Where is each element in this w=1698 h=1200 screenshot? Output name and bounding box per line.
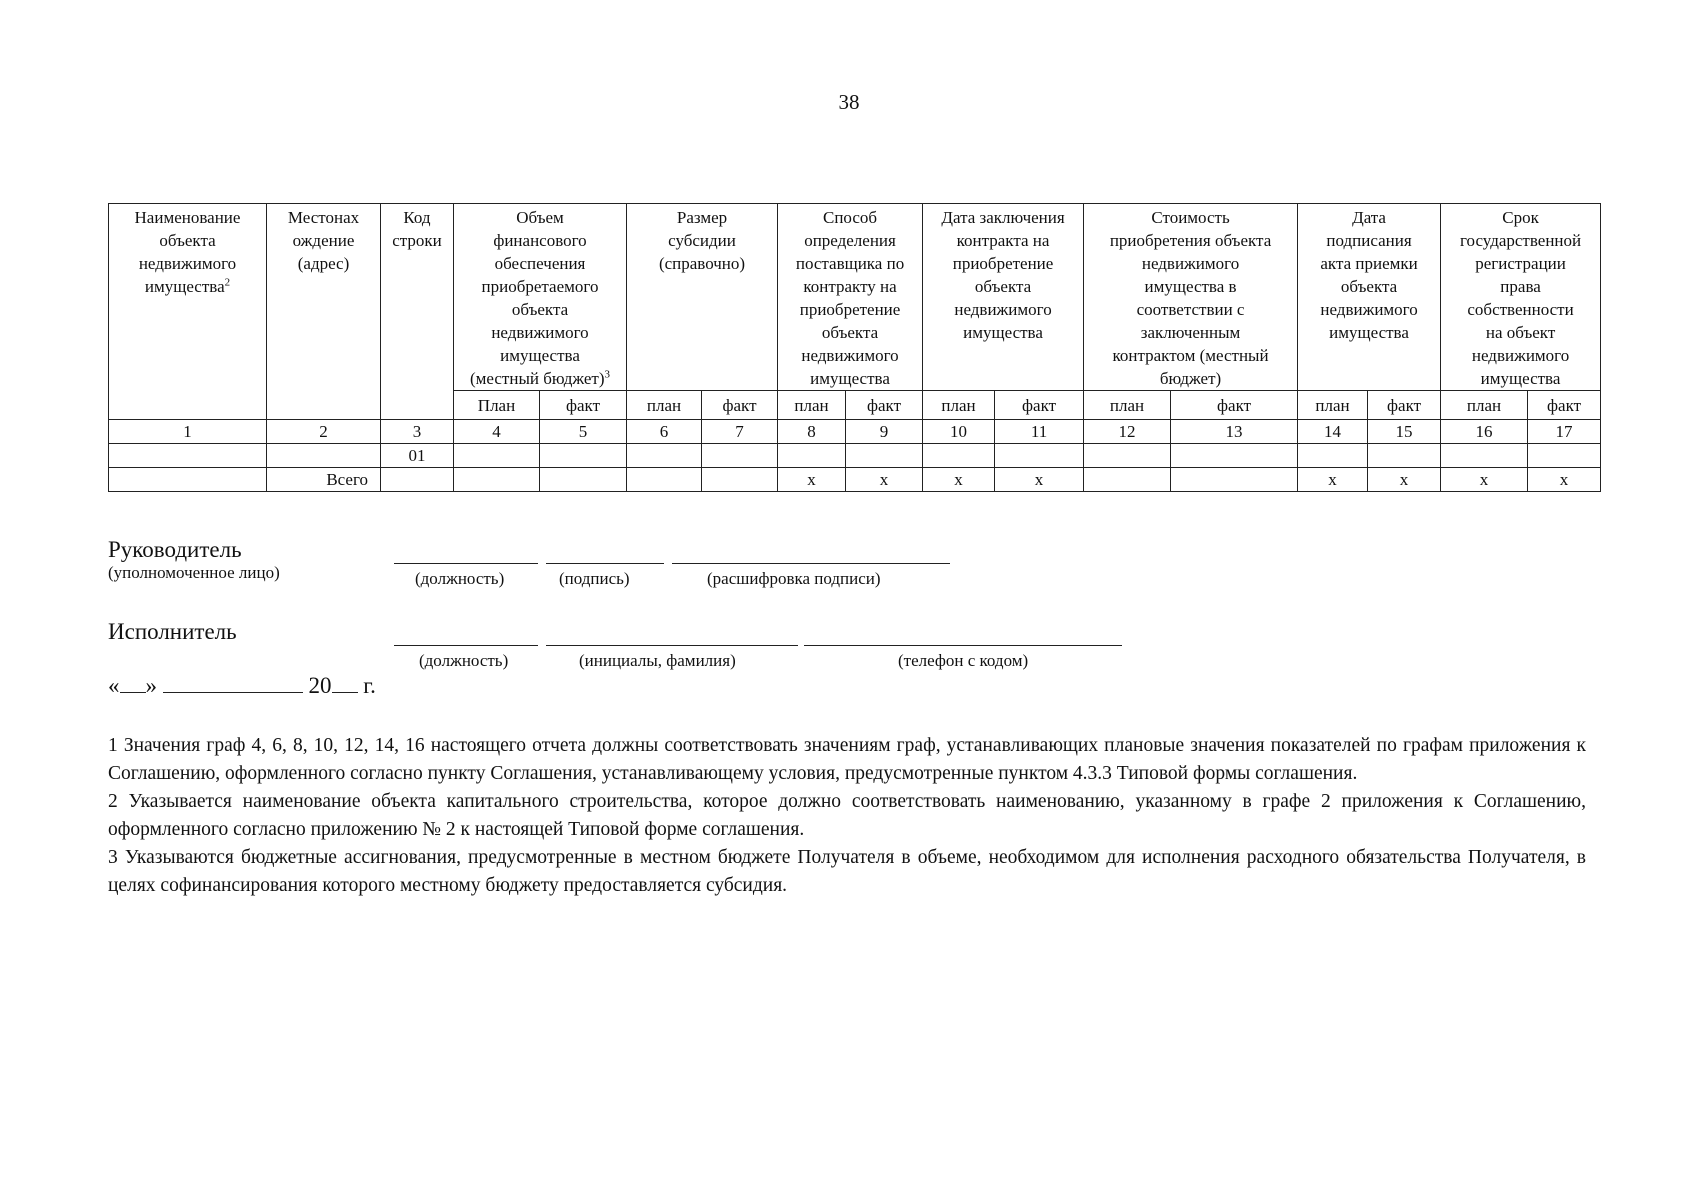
subheader-fact: факт — [1368, 391, 1441, 420]
x-mark-cell: x — [1298, 468, 1368, 492]
x-mark-cell: x — [778, 468, 846, 492]
column-number: 1 — [109, 420, 267, 444]
table-cell — [540, 444, 627, 468]
table-cell — [109, 468, 267, 492]
header-line: приобретение — [799, 300, 901, 319]
header-line: объекта — [1340, 277, 1398, 296]
executor-position-line — [394, 645, 538, 646]
column-number: 7 — [702, 420, 778, 444]
column-number: 3 — [381, 420, 454, 444]
head-subtitle: (уполномоченное лицо) — [108, 563, 280, 582]
header-line: приобретения объекта — [1109, 231, 1272, 250]
table-cell — [627, 444, 702, 468]
x-mark-cell: x — [846, 468, 923, 492]
column-number: 15 — [1368, 420, 1441, 444]
footnote-2: 2 Указывается наименование объекта капитального строительства, которое должно соответствовать наименованию, указанному в графе 2 приложения к Соглашению, оформленного согласно приложению № 2 к настоящей Типовой форме соглашения. — [108, 791, 1586, 840]
column-number: 4 — [454, 420, 540, 444]
subheader-plan: План — [454, 391, 540, 420]
column-number: 11 — [995, 420, 1084, 444]
table-cell — [1171, 468, 1298, 492]
subheader-fact: факт — [846, 391, 923, 420]
subheader-plan: план — [1084, 391, 1171, 420]
header-line: имущества в — [1144, 277, 1237, 296]
table-cell — [923, 444, 995, 468]
header-line: Срок — [1502, 208, 1539, 227]
year-prefix: 20 — [308, 673, 332, 698]
table-cell — [778, 444, 846, 468]
subheader-plan: план — [1441, 391, 1528, 420]
table-cell — [1084, 468, 1171, 492]
footnote-1: 1 Значения граф 4, 6, 8, 10, 12, 14, 16 настоящего отчета должны соответствовать значениям граф, устанавливающих плановые значения показателей по графам приложения к Соглашению, оформленного согласно пункту Соглашения, устанавливающему условия, предусмотренные пунктом 4.3.3 Типовой формы соглашения. — [108, 735, 1586, 784]
subheader-plan: план — [923, 391, 995, 420]
header-line: Дата заключения — [941, 208, 1065, 227]
header-subsidy-size — [627, 204, 778, 391]
subheader-fact: факт — [1171, 391, 1298, 420]
table-cell — [1441, 444, 1528, 468]
column-number: 10 — [923, 420, 995, 444]
table-cell — [109, 444, 267, 468]
header-line: контракту на — [803, 277, 897, 296]
table-cell — [846, 444, 923, 468]
table-cell — [381, 468, 454, 492]
table-cell — [267, 444, 381, 468]
header-line: недвижимого — [954, 300, 1052, 319]
table-cell — [1171, 444, 1298, 468]
header-line: Местонах — [287, 208, 360, 227]
header-contract-date — [923, 204, 1084, 391]
footnote-3: 3 Указываются бюджетные ассигнования, предусмотренные в местном бюджете Получателя в объеме, необходимом для исполнения расходного обязательства Получателя, в целях софинансирования которого местному бюджету предоставляется субсидия. — [108, 847, 1586, 896]
header-registration-term — [1441, 204, 1601, 391]
header-line: (местный бюджет) — [469, 369, 605, 388]
header-line: имущества — [963, 323, 1043, 342]
column-number: 2 — [267, 420, 381, 444]
header-line: контракта на — [956, 231, 1050, 250]
header-line: права — [1500, 277, 1541, 296]
header-line: имущества — [1480, 369, 1561, 388]
header-line: регистрации — [1475, 254, 1566, 273]
header-line: ождение — [292, 231, 355, 250]
header-line: строки — [392, 231, 442, 250]
header-line: (справочно) — [658, 254, 746, 273]
table-cell — [995, 444, 1084, 468]
header-line: определения — [804, 231, 896, 250]
row-code-cell: 01 — [381, 444, 454, 468]
table-cell — [702, 468, 778, 492]
head-caption-position: (должность) — [415, 569, 505, 588]
header-line: на объект — [1485, 323, 1556, 342]
header-line: государственной — [1459, 231, 1582, 250]
header-line: бюджет) — [1159, 369, 1222, 388]
executor-phone-line — [804, 645, 1122, 646]
x-mark-cell: x — [995, 468, 1084, 492]
header-line: поставщика по — [795, 254, 905, 273]
header-line: приобретение — [952, 254, 1054, 273]
header-financing-volume: Объем финансового обеспечения приобретаемого объекта недвижимого имущества (местный бюджет)$^3$ — [454, 204, 627, 391]
header-line: недвижимого — [801, 346, 899, 365]
executor-caption-phone: (телефон с кодом) — [898, 651, 1029, 670]
header-line: объекта — [159, 231, 216, 250]
header-line: Код — [403, 208, 431, 227]
table-cell — [702, 444, 778, 468]
table-cell — [540, 468, 627, 492]
subheader-fact: факт — [995, 391, 1084, 420]
column-number: 9 — [846, 420, 923, 444]
subheader-plan: план — [778, 391, 846, 420]
year-blank — [332, 674, 358, 693]
header-line: подписания — [1326, 231, 1412, 250]
x-mark-cell: x — [1441, 468, 1528, 492]
column-number: 13 — [1171, 420, 1298, 444]
header-row-code — [381, 204, 454, 420]
header-line: недвижимого — [1141, 254, 1240, 273]
header-row — [109, 204, 1601, 391]
header-acquisition-cost — [1084, 204, 1298, 391]
header-line: Наименование — [134, 208, 241, 227]
x-mark-cell: x — [1368, 468, 1441, 492]
header-line: финансового — [493, 231, 587, 250]
executor-title: Исполнитель — [108, 619, 237, 644]
head-title: Руководитель — [108, 537, 242, 562]
header-line: имущества — [810, 369, 890, 388]
table-cell — [454, 444, 540, 468]
page-number: 38 — [838, 90, 860, 114]
header-line: соответствии с — [1136, 300, 1245, 319]
column-number: 5 — [540, 420, 627, 444]
head-signature-block — [108, 537, 280, 583]
header-line: имущества — [1329, 323, 1409, 342]
total-label: Всего — [267, 468, 381, 492]
column-number: 14 — [1298, 420, 1368, 444]
table-cell — [627, 468, 702, 492]
head-caption-signature: (подпись) — [559, 569, 630, 588]
header-line: Способ — [822, 208, 878, 227]
header-location — [267, 204, 381, 420]
total-row — [109, 468, 1601, 492]
column-number: 16 — [1441, 420, 1528, 444]
month-blank — [163, 674, 303, 693]
header-line: недвижимого — [1320, 300, 1418, 319]
header-line: объекта — [821, 323, 879, 342]
year-suffix: г. — [363, 673, 376, 698]
report-table — [108, 203, 1601, 492]
header-line: субсидии — [668, 231, 736, 250]
subheader-fact: факт — [1528, 391, 1601, 420]
header-line: собственности — [1467, 300, 1574, 319]
head-signature-line — [546, 563, 664, 564]
header-line: Стоимость — [1151, 208, 1230, 227]
header-line: Дата — [1352, 208, 1386, 227]
header-line: недвижимого — [491, 323, 589, 342]
table-cell — [1084, 444, 1171, 468]
header-line: Объем — [516, 208, 564, 227]
header-line: заключенным — [1140, 323, 1241, 342]
header-line: обеспечения — [494, 254, 586, 273]
column-number-row — [109, 420, 1601, 444]
header-line: имущества — [144, 277, 225, 296]
head-position-line — [394, 563, 538, 564]
header-line: недвижимого — [138, 254, 237, 273]
subheader-plan: план — [1298, 391, 1368, 420]
date-open-quote: « — [108, 673, 120, 698]
column-number: 12 — [1084, 420, 1171, 444]
column-number: 17 — [1528, 420, 1601, 444]
header-line: недвижимого — [1471, 346, 1570, 365]
header-line: имущества — [500, 346, 580, 365]
x-mark-cell: x — [923, 468, 995, 492]
subheader-plan: план — [627, 391, 702, 420]
table-row — [109, 444, 1601, 468]
executor-caption-position: (должность) — [419, 651, 509, 670]
x-mark-cell: x — [1528, 468, 1601, 492]
head-name-line — [672, 563, 950, 564]
header-line: контрактом (местный — [1112, 346, 1269, 365]
subheader-fact: факт — [540, 391, 627, 420]
head-caption-name: (расшифровка подписи) — [707, 569, 881, 588]
header-line: акта приемки — [1320, 254, 1418, 273]
header-object-name: Наименование объекта недвижимого имущества$^2$ — [109, 204, 267, 420]
footnotes — [108, 732, 1586, 900]
header-line: Размер — [676, 208, 728, 227]
header-acceptance-date — [1298, 204, 1441, 391]
executor-initials-line — [546, 645, 798, 646]
day-blank — [120, 674, 146, 693]
header-line: (адрес) — [297, 254, 350, 273]
table-cell — [1368, 444, 1441, 468]
header-supplier-method — [778, 204, 923, 391]
header-line: приобретаемого — [481, 277, 599, 296]
date-close-quote: » — [145, 673, 157, 698]
executor-signature-block — [108, 619, 237, 645]
column-number: 8 — [778, 420, 846, 444]
header-line: объекта — [511, 300, 569, 319]
header-line: объекта — [974, 277, 1032, 296]
column-number: 6 — [627, 420, 702, 444]
table-cell — [1528, 444, 1601, 468]
table-cell — [454, 468, 540, 492]
table-cell — [1298, 444, 1368, 468]
subheader-fact: факт — [702, 391, 778, 420]
executor-caption-initials: (инициалы, фамилия) — [579, 651, 736, 670]
date-line — [108, 673, 376, 699]
